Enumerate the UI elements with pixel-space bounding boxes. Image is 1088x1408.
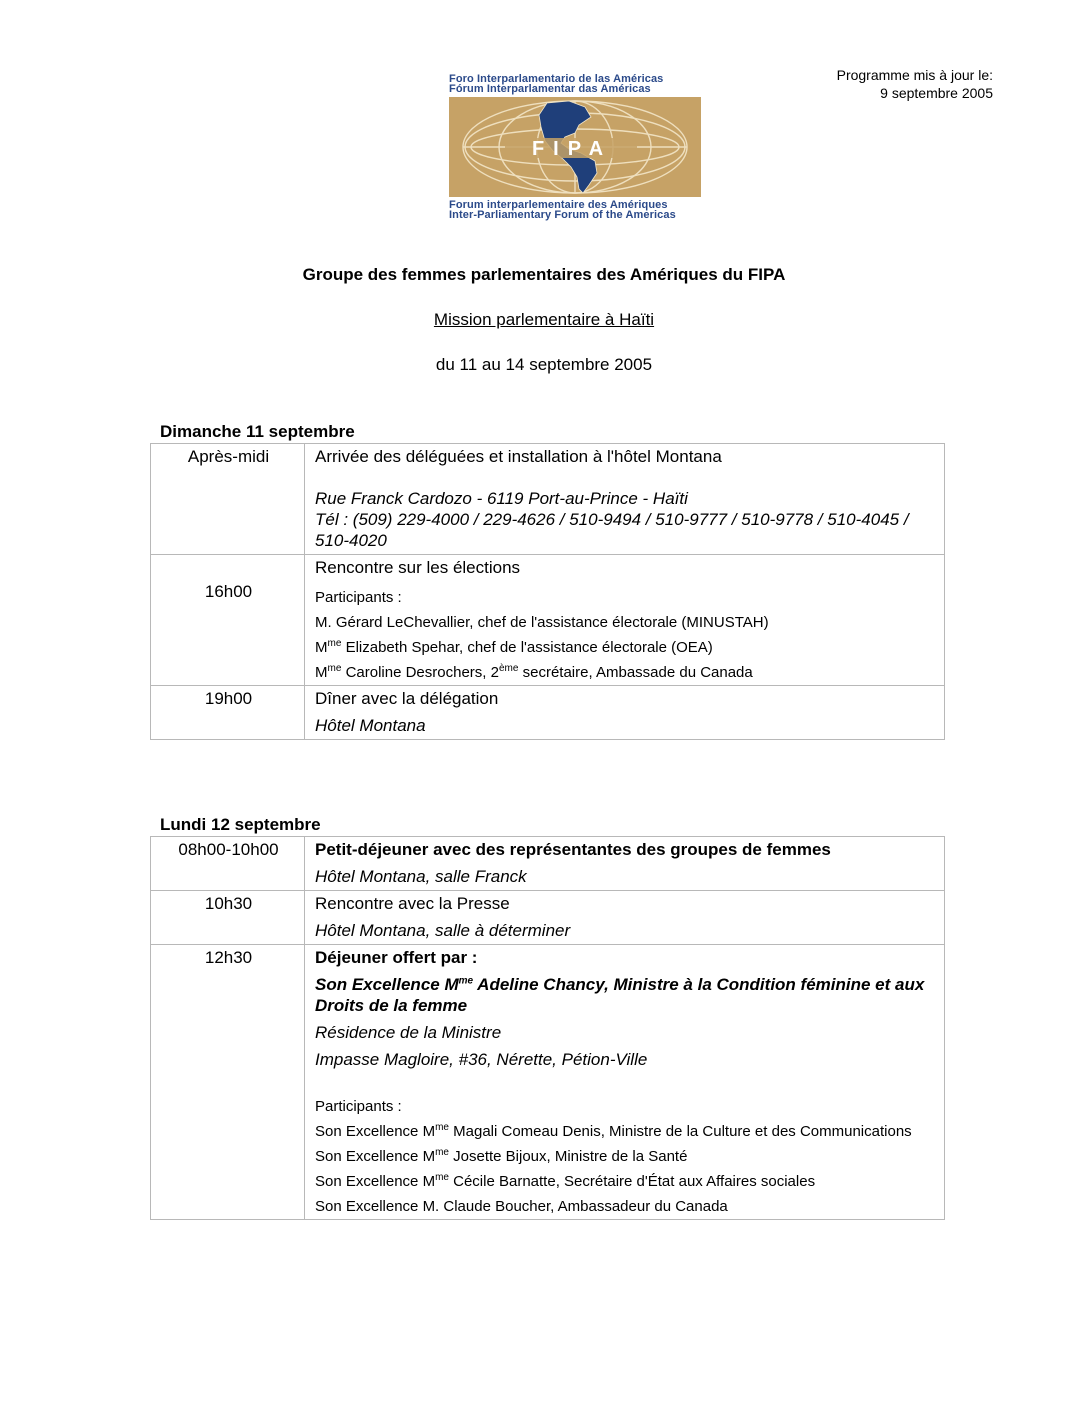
participants-label: Participants : xyxy=(315,1098,402,1115)
update-note xyxy=(837,66,993,102)
participant: $M^{me}$ Caroline Desrochers, 2ème secrétaire, Ambassade du Canada xyxy=(315,663,753,681)
participant: Son Excellence M. Claude Boucher, Ambassadeur du Canada xyxy=(315,1198,728,1215)
event-title: Rencontre sur les élections xyxy=(315,558,521,577)
row-time: 08h00-10h00 xyxy=(151,837,305,891)
row-details xyxy=(305,444,945,555)
document-title: Groupe des femmes parlementaires des Amériques du FIPA xyxy=(302,265,786,284)
event-title: Rencontre avec la Presse xyxy=(315,894,510,913)
event-host: Son Excellence $M^{me}$ Adeline Chancy, Ministre à la Condition féminine et aux Droits de la femme xyxy=(315,975,925,1015)
logo-line-french: Forum interparlementaire des Amériques xyxy=(449,199,668,211)
update-note-date: 9 septembre 2005 xyxy=(880,85,993,101)
logo-line-spanish: Foro Interparlamentario de las Américas xyxy=(449,73,664,85)
schedule-table-sunday xyxy=(150,443,945,740)
update-note-label: Programme mis à jour le: xyxy=(836,67,993,83)
day-heading-sunday: Dimanche 11 septembre xyxy=(160,422,355,441)
participant: $M^{me}$ Elizabeth Spehar, chef de l'assistance électorale (OEA) xyxy=(315,638,713,656)
row-time: 12h30 xyxy=(151,945,305,1220)
schedule-row xyxy=(151,686,945,740)
participant: Son Excellence $M^{me}$ Magali Comeau Denis, Ministre de la Culture et des Communications xyxy=(315,1122,912,1140)
participant: Son Excellence $M^{me}$ Josette Bijoux, Ministre de la Santé xyxy=(315,1147,688,1165)
row-details xyxy=(305,837,945,891)
hotel-address: Rue Franck Cardozo - 6119 Port-au-Prince - Haïti xyxy=(315,489,688,508)
event-title: Arrivée des déléguées et installation à l'hôtel Montana xyxy=(315,447,722,466)
event-title: Dîner avec la délégation xyxy=(315,689,499,708)
row-time: 16h00 xyxy=(151,555,305,686)
participant: M. Gérard LeChevallier, chef de l'assistance électorale (MINUSTAH) xyxy=(315,614,769,631)
row-time: Après-midi xyxy=(151,444,305,555)
event-title: Petit-déjeuner avec des représentantes des groupes de femmes xyxy=(315,840,831,859)
row-details xyxy=(305,891,945,945)
document-subtitle: Mission parlementaire à Haïti xyxy=(433,310,655,329)
globe-icon xyxy=(449,97,701,197)
logo-acronym: FIPA xyxy=(531,138,613,160)
event-title: Déjeuner offert par : xyxy=(315,948,478,967)
schedule-row xyxy=(151,837,945,891)
logo-line-english: Inter-Parliamentary Forum of the Americas xyxy=(449,209,676,221)
event-address: Impasse Magloire, #36, Nérette, Pétion-Ville xyxy=(315,1050,648,1069)
schedule-row xyxy=(151,891,945,945)
row-details xyxy=(305,555,945,686)
schedule-table-monday xyxy=(150,836,945,1220)
event-venue: Résidence de la Ministre xyxy=(315,1023,502,1042)
event-location: Hôtel Montana, salle Franck xyxy=(315,867,527,886)
schedule-row xyxy=(151,555,945,686)
schedule-row xyxy=(151,945,945,1220)
schedule-row xyxy=(151,444,945,555)
row-details xyxy=(305,945,945,1220)
participants-label: Participants : xyxy=(315,589,402,606)
document-dates: du 11 au 14 septembre 2005 xyxy=(435,355,653,374)
fipa-logo xyxy=(449,74,701,226)
event-location: Hôtel Montana xyxy=(315,716,426,735)
row-time: 19h00 xyxy=(151,686,305,740)
logo-line-portuguese: Fórum Interparlamentar das Américas xyxy=(449,83,651,95)
hotel-phone: Tél : (509) 229-4000 / 229-4626 / 510-9494 / 510-9777 / 510-9778 / 510-4045 / 510-4020 xyxy=(315,510,909,550)
day-heading-monday: Lundi 12 septembre xyxy=(160,815,321,834)
logo-globe-emblem xyxy=(449,97,701,197)
event-location: Hôtel Montana, salle à déterminer xyxy=(315,921,571,940)
participant: Son Excellence $M^{me}$ Cécile Barnatte, Secrétaire d'État aux Affaires sociales xyxy=(315,1172,816,1190)
row-details xyxy=(305,686,945,740)
row-time: 10h30 xyxy=(151,891,305,945)
